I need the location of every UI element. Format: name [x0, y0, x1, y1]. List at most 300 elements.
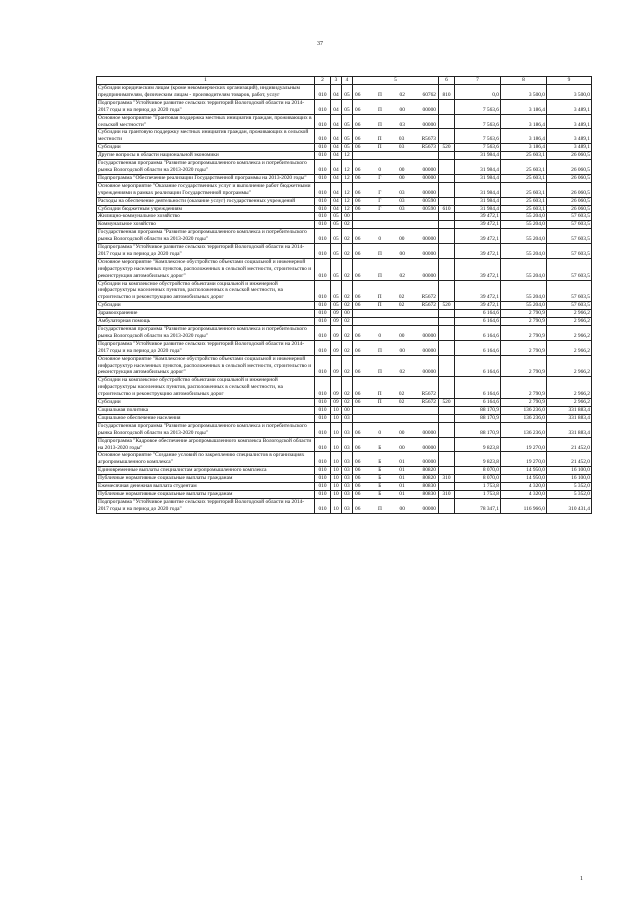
amount-col7: 6 164,6: [455, 355, 501, 377]
target-code-part: 80830: [422, 483, 436, 490]
target-code-part: 06: [355, 444, 361, 451]
target-article-code: [353, 280, 439, 302]
target-code-part: R5673: [421, 136, 436, 143]
amount-col9: 3 500,0: [547, 85, 592, 100]
row-name: Другие вопросы в области национальной экономики: [97, 152, 315, 160]
section-code: 09: [331, 340, 342, 355]
amount-col7: 39 472,1: [455, 221, 501, 229]
amount-col7: 88 170,9: [455, 422, 501, 437]
amount-col8: 25 603,1: [501, 160, 547, 175]
target-code-part: П: [378, 347, 382, 354]
expense-type-code: [439, 280, 455, 302]
amount-col9: 310 431,4: [547, 498, 592, 513]
subsection-code: 03: [342, 422, 353, 437]
amount-col9: 331 883,4: [547, 406, 592, 414]
target-article-code: [353, 490, 439, 498]
target-code-part: 03: [399, 205, 405, 212]
target-code-part: 80820: [422, 475, 436, 482]
row-name: Единовременные выплаты специалистам агропромышленного комплекса: [97, 467, 315, 475]
target-code-part: 06: [355, 294, 361, 301]
target-code-part: 00000: [422, 459, 436, 466]
section-code: 04: [331, 99, 342, 114]
row-name: Субсидии: [97, 144, 315, 152]
amount-col8: 55 204,0: [501, 221, 547, 229]
amount-col7: 1 753,8: [455, 490, 501, 498]
row-name: Основное мероприятие "Комплексное обустройство объектами социальной и инженерной инфраструктур населенных пунктов, расположенных в сельской местности, строительство и реконструкция автомобильных дорог": [97, 258, 315, 280]
section-code: 09: [331, 377, 342, 399]
target-article-code: [353, 244, 439, 259]
amount-col7: 6 164,6: [455, 318, 501, 326]
amount-col8: 25 603,1: [501, 174, 547, 182]
amount-col8: 136 236,0: [501, 406, 547, 414]
row-name: Подпрограмма "Устойчивое развитие сельских территорий Вологодской области на 2014-2017 годы и на период до 2020 года": [97, 498, 315, 513]
ministry-code: 010: [315, 229, 331, 244]
subsection-code: 03: [342, 490, 353, 498]
target-code-part: П: [378, 250, 382, 257]
target-article-code: [353, 160, 439, 175]
amount-col8: 55 204,0: [501, 229, 547, 244]
amount-col9: 2 966,2: [547, 377, 592, 399]
target-article-code: [353, 114, 439, 129]
page-number: 37: [317, 41, 323, 47]
amount-col9: 2 966,2: [547, 326, 592, 341]
target-code-part: Б: [378, 490, 382, 497]
expense-type-code: [439, 377, 455, 399]
subsection-code: 03: [342, 467, 353, 475]
row-name: Государственная программа "Развитие агропромышленного комплекса и потребительского рынка Вологодской области на 2013-2020 годы": [97, 229, 315, 244]
target-article-code: [353, 326, 439, 341]
target-code-part: 00: [399, 174, 405, 181]
ministry-code: 010: [315, 244, 331, 259]
ministry-code: 010: [315, 452, 331, 467]
table-row: [97, 174, 592, 182]
section-code: 04: [331, 114, 342, 129]
target-code-part: 00000: [422, 332, 436, 339]
section-code: 10: [331, 406, 342, 414]
expense-type-code: [439, 244, 455, 259]
amount-col8: 55 204,0: [501, 213, 547, 221]
target-code-part: П: [378, 505, 382, 512]
target-article-code: [353, 99, 439, 114]
target-article-code: [353, 152, 439, 160]
amount-col7: 6 164,6: [455, 340, 501, 355]
expense-type-code: 520: [439, 302, 455, 310]
row-name: Субсидии на комплексное обустройство объектами социальной и инженерной инфраструктуры населенных пунктов, расположенных в сельской местности, на строительство и реконструкцию автомобильных дорог: [97, 280, 315, 302]
amount-col8: 136 236,0: [501, 414, 547, 422]
subsection-code: 00: [342, 213, 353, 221]
target-article-code: [353, 310, 439, 318]
row-name: Публичные нормативные социальные выплаты гражданам: [97, 490, 315, 498]
amount-col8: 3 186,4: [501, 144, 547, 152]
amount-col7: 39 472,1: [455, 280, 501, 302]
amount-col7: 31 984,4: [455, 152, 501, 160]
row-name: Здравоохранение: [97, 310, 315, 318]
target-code-part: П: [377, 302, 382, 309]
target-article-code: [353, 414, 439, 422]
amount-col9: 2 966,2: [547, 399, 592, 407]
target-code-part: 06: [355, 459, 361, 466]
subsection-code: 05: [342, 99, 353, 114]
target-code-part: R5672: [421, 302, 436, 309]
subsection-code: 02: [342, 318, 353, 326]
amount-col7: 9 823,8: [455, 452, 501, 467]
amount-col8: 55 204,0: [501, 280, 547, 302]
expense-type-code: 310: [439, 490, 455, 498]
target-code-part: 03: [399, 189, 405, 196]
subsection-code: 12: [342, 152, 353, 160]
table-row: [97, 85, 592, 100]
expense-type-code: [439, 422, 455, 437]
target-code-part: 00590: [422, 197, 436, 204]
expense-type-code: [439, 114, 455, 129]
ministry-code: 010: [315, 129, 331, 144]
table-row: [97, 244, 592, 259]
target-code-part: 00000: [422, 444, 436, 451]
section-code: 10: [331, 414, 342, 422]
expense-type-code: [439, 452, 455, 467]
amount-col8: 55 204,0: [501, 244, 547, 259]
section-code: 10: [331, 490, 342, 498]
target-article-code: [353, 399, 439, 407]
subsection-code: 02: [342, 258, 353, 280]
target-article-code: [353, 377, 439, 399]
target-code-part: 00000: [422, 272, 436, 279]
amount-col7: 6 164,6: [455, 310, 501, 318]
target-code-part: 00: [399, 347, 405, 354]
expense-type-code: [439, 221, 455, 229]
ministry-code: 010: [315, 205, 331, 213]
target-code-part: 00590: [422, 205, 436, 212]
target-code-part: 06: [355, 91, 361, 98]
amount-col9: 26 060,5: [547, 160, 592, 175]
amount-col9: 3 489,1: [547, 99, 592, 114]
section-code: 10: [331, 422, 342, 437]
target-code-part: 03: [399, 121, 405, 128]
target-code-part: 01: [399, 475, 405, 482]
expense-type-code: [439, 414, 455, 422]
table-row: [97, 221, 592, 229]
header-cell: 8: [501, 77, 547, 85]
target-code-part: Г: [378, 174, 382, 181]
table-row: [97, 326, 592, 341]
ministry-code: 010: [315, 144, 331, 152]
section-code: 05: [331, 302, 342, 310]
target-code-part: 03: [398, 144, 405, 151]
target-code-part: 01: [399, 459, 405, 466]
table-row: [97, 475, 592, 483]
target-code-part: Г: [378, 197, 382, 204]
expense-type-code: [439, 467, 455, 475]
row-name: Подпрограмма "Устойчивое развитие сельских территорий Вологодской области на 2014-2017 годы и на период до 2020 года": [97, 340, 315, 355]
section-code: 10: [331, 483, 342, 491]
amount-col8: 2 790,9: [501, 399, 547, 407]
table-row: [97, 144, 592, 152]
amount-col7: 0,0: [455, 85, 501, 100]
target-code-part: R5672: [421, 399, 436, 406]
target-code-part: 80820: [422, 467, 436, 474]
target-code-part: 06: [355, 467, 361, 474]
amount-col9: 2 966,2: [547, 355, 592, 377]
amount-col9: 57 603,5: [547, 302, 592, 310]
expense-type-code: [439, 355, 455, 377]
amount-col9: 5 352,0: [547, 483, 592, 491]
header-cell: 7: [455, 77, 501, 85]
table-row: [97, 160, 592, 175]
amount-col9: 57 603,5: [547, 213, 592, 221]
table-row: [97, 129, 592, 144]
row-name: Субсидии на грантовую поддержку местных инициатив граждан, проживающих в сельской местности: [97, 129, 315, 144]
row-name: Подпрограмма "Кадровое обеспечение агропромышленного комплекса Вологодской области на 2013-2020 годы": [97, 437, 315, 452]
expense-type-code: [439, 182, 455, 197]
amount-col7: 7 563,6: [455, 129, 501, 144]
target-code-part: 00000: [422, 174, 436, 181]
subsection-code: 02: [342, 399, 353, 407]
subsection-code: 03: [342, 414, 353, 422]
subsection-code: 05: [342, 114, 353, 129]
target-code-part: П: [377, 136, 382, 143]
target-article-code: [353, 483, 439, 491]
target-code-part: П: [378, 106, 382, 113]
header-cell: 5: [353, 77, 439, 85]
subsection-code: 03: [342, 452, 353, 467]
row-name: Основное мероприятие "Комплексное обустройство объектами социальной и инженерной инфраструктур населенных пунктов, расположенных в сельской местности, строительство и реконструкция автомобильных дорог": [97, 355, 315, 377]
expense-type-code: [439, 197, 455, 205]
target-article-code: [353, 355, 439, 377]
target-code-part: R5672: [421, 294, 436, 301]
subsection-code: 02: [342, 377, 353, 399]
target-article-code: [353, 221, 439, 229]
ministry-code: 010: [315, 475, 331, 483]
amount-col9: 21 452,0: [547, 452, 592, 467]
table-row: [97, 452, 592, 467]
target-code-part: 0: [378, 166, 382, 173]
target-article-code: [353, 406, 439, 414]
target-code-part: 06: [355, 174, 361, 181]
expense-type-code: [439, 326, 455, 341]
ministry-code: 010: [315, 114, 331, 129]
subsection-code: 12: [342, 182, 353, 197]
amount-col8: 116 966,0: [501, 498, 547, 513]
target-code-part: Б: [378, 459, 382, 466]
corner-mark: 1: [580, 876, 583, 882]
target-article-code: [353, 452, 439, 467]
target-code-part: 06: [355, 332, 361, 339]
ministry-code: 010: [315, 490, 331, 498]
subsection-code: 02: [342, 221, 353, 229]
ministry-code: 010: [315, 467, 331, 475]
target-article-code: [353, 437, 439, 452]
amount-col9: 57 603,5: [547, 244, 592, 259]
target-code-part: 06: [355, 136, 361, 143]
table-row: [97, 355, 592, 377]
amount-col8: 136 236,0: [501, 422, 547, 437]
target-code-part: П: [378, 91, 382, 98]
target-code-part: 0: [378, 332, 382, 339]
section-code: 04: [331, 160, 342, 175]
table-row: [97, 280, 592, 302]
section-code: 05: [331, 213, 342, 221]
target-code-part: 06: [355, 166, 361, 173]
expense-type-code: 310: [439, 475, 455, 483]
section-code: 09: [331, 355, 342, 377]
amount-col7: 39 472,1: [455, 213, 501, 221]
target-article-code: [353, 318, 439, 326]
amount-col9: 16 100,0: [547, 475, 592, 483]
subsection-code: 05: [342, 85, 353, 100]
ministry-code: 010: [315, 406, 331, 414]
row-name: Субсидии: [97, 399, 315, 407]
table-row: [97, 483, 592, 491]
table-row: [97, 229, 592, 244]
amount-col8: 3 186,4: [501, 99, 547, 114]
amount-col9: 26 060,5: [547, 174, 592, 182]
target-code-part: 00: [399, 106, 405, 113]
target-article-code: [353, 467, 439, 475]
budget-table: [96, 76, 592, 514]
ministry-code: 010: [315, 258, 331, 280]
subsection-code: 02: [342, 302, 353, 310]
table-row: [97, 152, 592, 160]
expense-type-code: [439, 160, 455, 175]
target-code-part: 06: [355, 144, 361, 151]
target-code-part: П: [377, 391, 382, 398]
target-article-code: [353, 129, 439, 144]
target-code-part: 00: [399, 236, 405, 243]
ministry-code: 010: [315, 377, 331, 399]
amount-col7: 31 984,4: [455, 174, 501, 182]
target-code-part: 00: [399, 429, 405, 436]
table-row: [97, 258, 592, 280]
subsection-code: 02: [342, 326, 353, 341]
amount-col9: 2 966,2: [547, 310, 592, 318]
budget-table-body: [97, 77, 592, 514]
expense-type-code: [439, 99, 455, 114]
row-name: Субсидии на комплексное обустройство объектами социальной и инженерной инфраструктуры населенных пунктов, расположенных в сельской местности, на строительство и реконструкцию автомобильных дорог: [97, 377, 315, 399]
target-code-part: 00000: [422, 236, 436, 243]
target-code-part: 0: [378, 429, 382, 436]
row-name: Публичные нормативные социальные выплаты гражданам: [97, 475, 315, 483]
amount-col9: 3 489,1: [547, 114, 592, 129]
section-code: 10: [331, 498, 342, 513]
table-row: [97, 399, 592, 407]
target-code-part: 06: [355, 197, 361, 204]
target-code-part: 06: [355, 490, 361, 497]
amount-col9: 331 883,4: [547, 422, 592, 437]
target-code-part: П: [377, 294, 382, 301]
amount-col7: 88 170,9: [455, 414, 501, 422]
target-article-code: [353, 213, 439, 221]
ministry-code: 010: [315, 340, 331, 355]
target-code-part: 00: [399, 332, 405, 339]
target-article-code: [353, 205, 439, 213]
target-code-part: Б: [378, 475, 382, 482]
section-code: 04: [331, 182, 342, 197]
header-cell: 2: [315, 77, 331, 85]
subsection-code: 02: [342, 229, 353, 244]
target-code-part: 02: [399, 369, 405, 376]
target-code-part: 06: [355, 429, 361, 436]
table-row: [97, 114, 592, 129]
expense-type-code: 610: [439, 205, 455, 213]
amount-col9: 3 489,1: [547, 144, 592, 152]
expense-type-code: [439, 318, 455, 326]
section-code: 10: [331, 475, 342, 483]
ministry-code: 010: [315, 152, 331, 160]
amount-col7: 39 472,1: [455, 258, 501, 280]
amount-col7: 39 472,1: [455, 244, 501, 259]
ministry-code: 010: [315, 160, 331, 175]
target-code-part: 80830: [422, 490, 436, 497]
table-row: [97, 467, 592, 475]
header-cell: 9: [547, 77, 592, 85]
table-row: [97, 377, 592, 399]
ministry-code: 010: [315, 422, 331, 437]
target-code-part: Г: [378, 205, 382, 212]
target-code-part: 00000: [422, 189, 436, 196]
target-code-part: R5673: [421, 144, 436, 151]
table-row: [97, 310, 592, 318]
amount-col8: 2 790,9: [501, 318, 547, 326]
row-name: Субсидии юридическим лицам (кроме некоммерческих организаций), индивидуальным предпринимателям, физическим лицам - производителям товаров, работ, услуг: [97, 85, 315, 100]
subsection-code: 12: [342, 160, 353, 175]
target-code-part: R5672: [421, 391, 436, 398]
ministry-code: 010: [315, 174, 331, 182]
ministry-code: 010: [315, 318, 331, 326]
row-name: Государственная программа "Развитие агропромышленного комплекса и потребительского рынка Вологодской области на 2013-2020 годы": [97, 160, 315, 175]
target-article-code: [353, 174, 439, 182]
target-code-part: П: [377, 144, 382, 151]
table-row: [97, 340, 592, 355]
target-code-part: 06: [355, 236, 361, 243]
amount-col9: 26 060,5: [547, 152, 592, 160]
row-name: Коммунальное хозяйство: [97, 221, 315, 229]
row-name: Основное мероприятие "Грантовая поддержка местных инициатив граждан, проживающих в сельской местности": [97, 114, 315, 129]
amount-col8: 19 270,0: [501, 452, 547, 467]
row-name: Государственная программа "Развитие агропромышленного комплекса и потребительского рынка Вологодской области на 2013-2020 годы": [97, 326, 315, 341]
header-cell: 3: [331, 77, 342, 85]
table-row: [97, 302, 592, 310]
amount-col8: 19 270,0: [501, 437, 547, 452]
target-article-code: [353, 302, 439, 310]
target-code-part: 00000: [422, 429, 436, 436]
row-name: Подпрограмма "Устойчивое развитие сельских территорий Вологодской области на 2014-2017 годы и на период до 2020 года": [97, 99, 315, 114]
table-row: [97, 99, 592, 114]
target-code-part: 00: [399, 505, 405, 512]
expense-type-code: 520: [439, 144, 455, 152]
ministry-code: 010: [315, 221, 331, 229]
amount-col8: 2 790,9: [501, 377, 547, 399]
amount-col9: 2 966,2: [547, 318, 592, 326]
subsection-code: 03: [342, 498, 353, 513]
amount-col7: 8 070,0: [455, 475, 501, 483]
ministry-code: 010: [315, 280, 331, 302]
subsection-code: 02: [342, 355, 353, 377]
amount-col7: 31 984,4: [455, 205, 501, 213]
amount-col8: 3 186,4: [501, 129, 547, 144]
target-code-part: 06: [355, 302, 361, 309]
row-name: Основное мероприятие "Создание условий по закреплению специалистов в организациях агропромышленного комплекса": [97, 452, 315, 467]
target-code-part: Б: [378, 467, 382, 474]
amount-col9: 5 352,0: [547, 490, 592, 498]
row-name: Субсидии бюджетным учреждениям: [97, 205, 315, 213]
amount-col7: 31 984,4: [455, 197, 501, 205]
subsection-code: 03: [342, 483, 353, 491]
amount-col8: 2 790,9: [501, 310, 547, 318]
target-code-part: П: [378, 121, 382, 128]
header-row: [97, 77, 592, 85]
ministry-code: 010: [315, 182, 331, 197]
row-name: Амбулаторная помощь: [97, 318, 315, 326]
